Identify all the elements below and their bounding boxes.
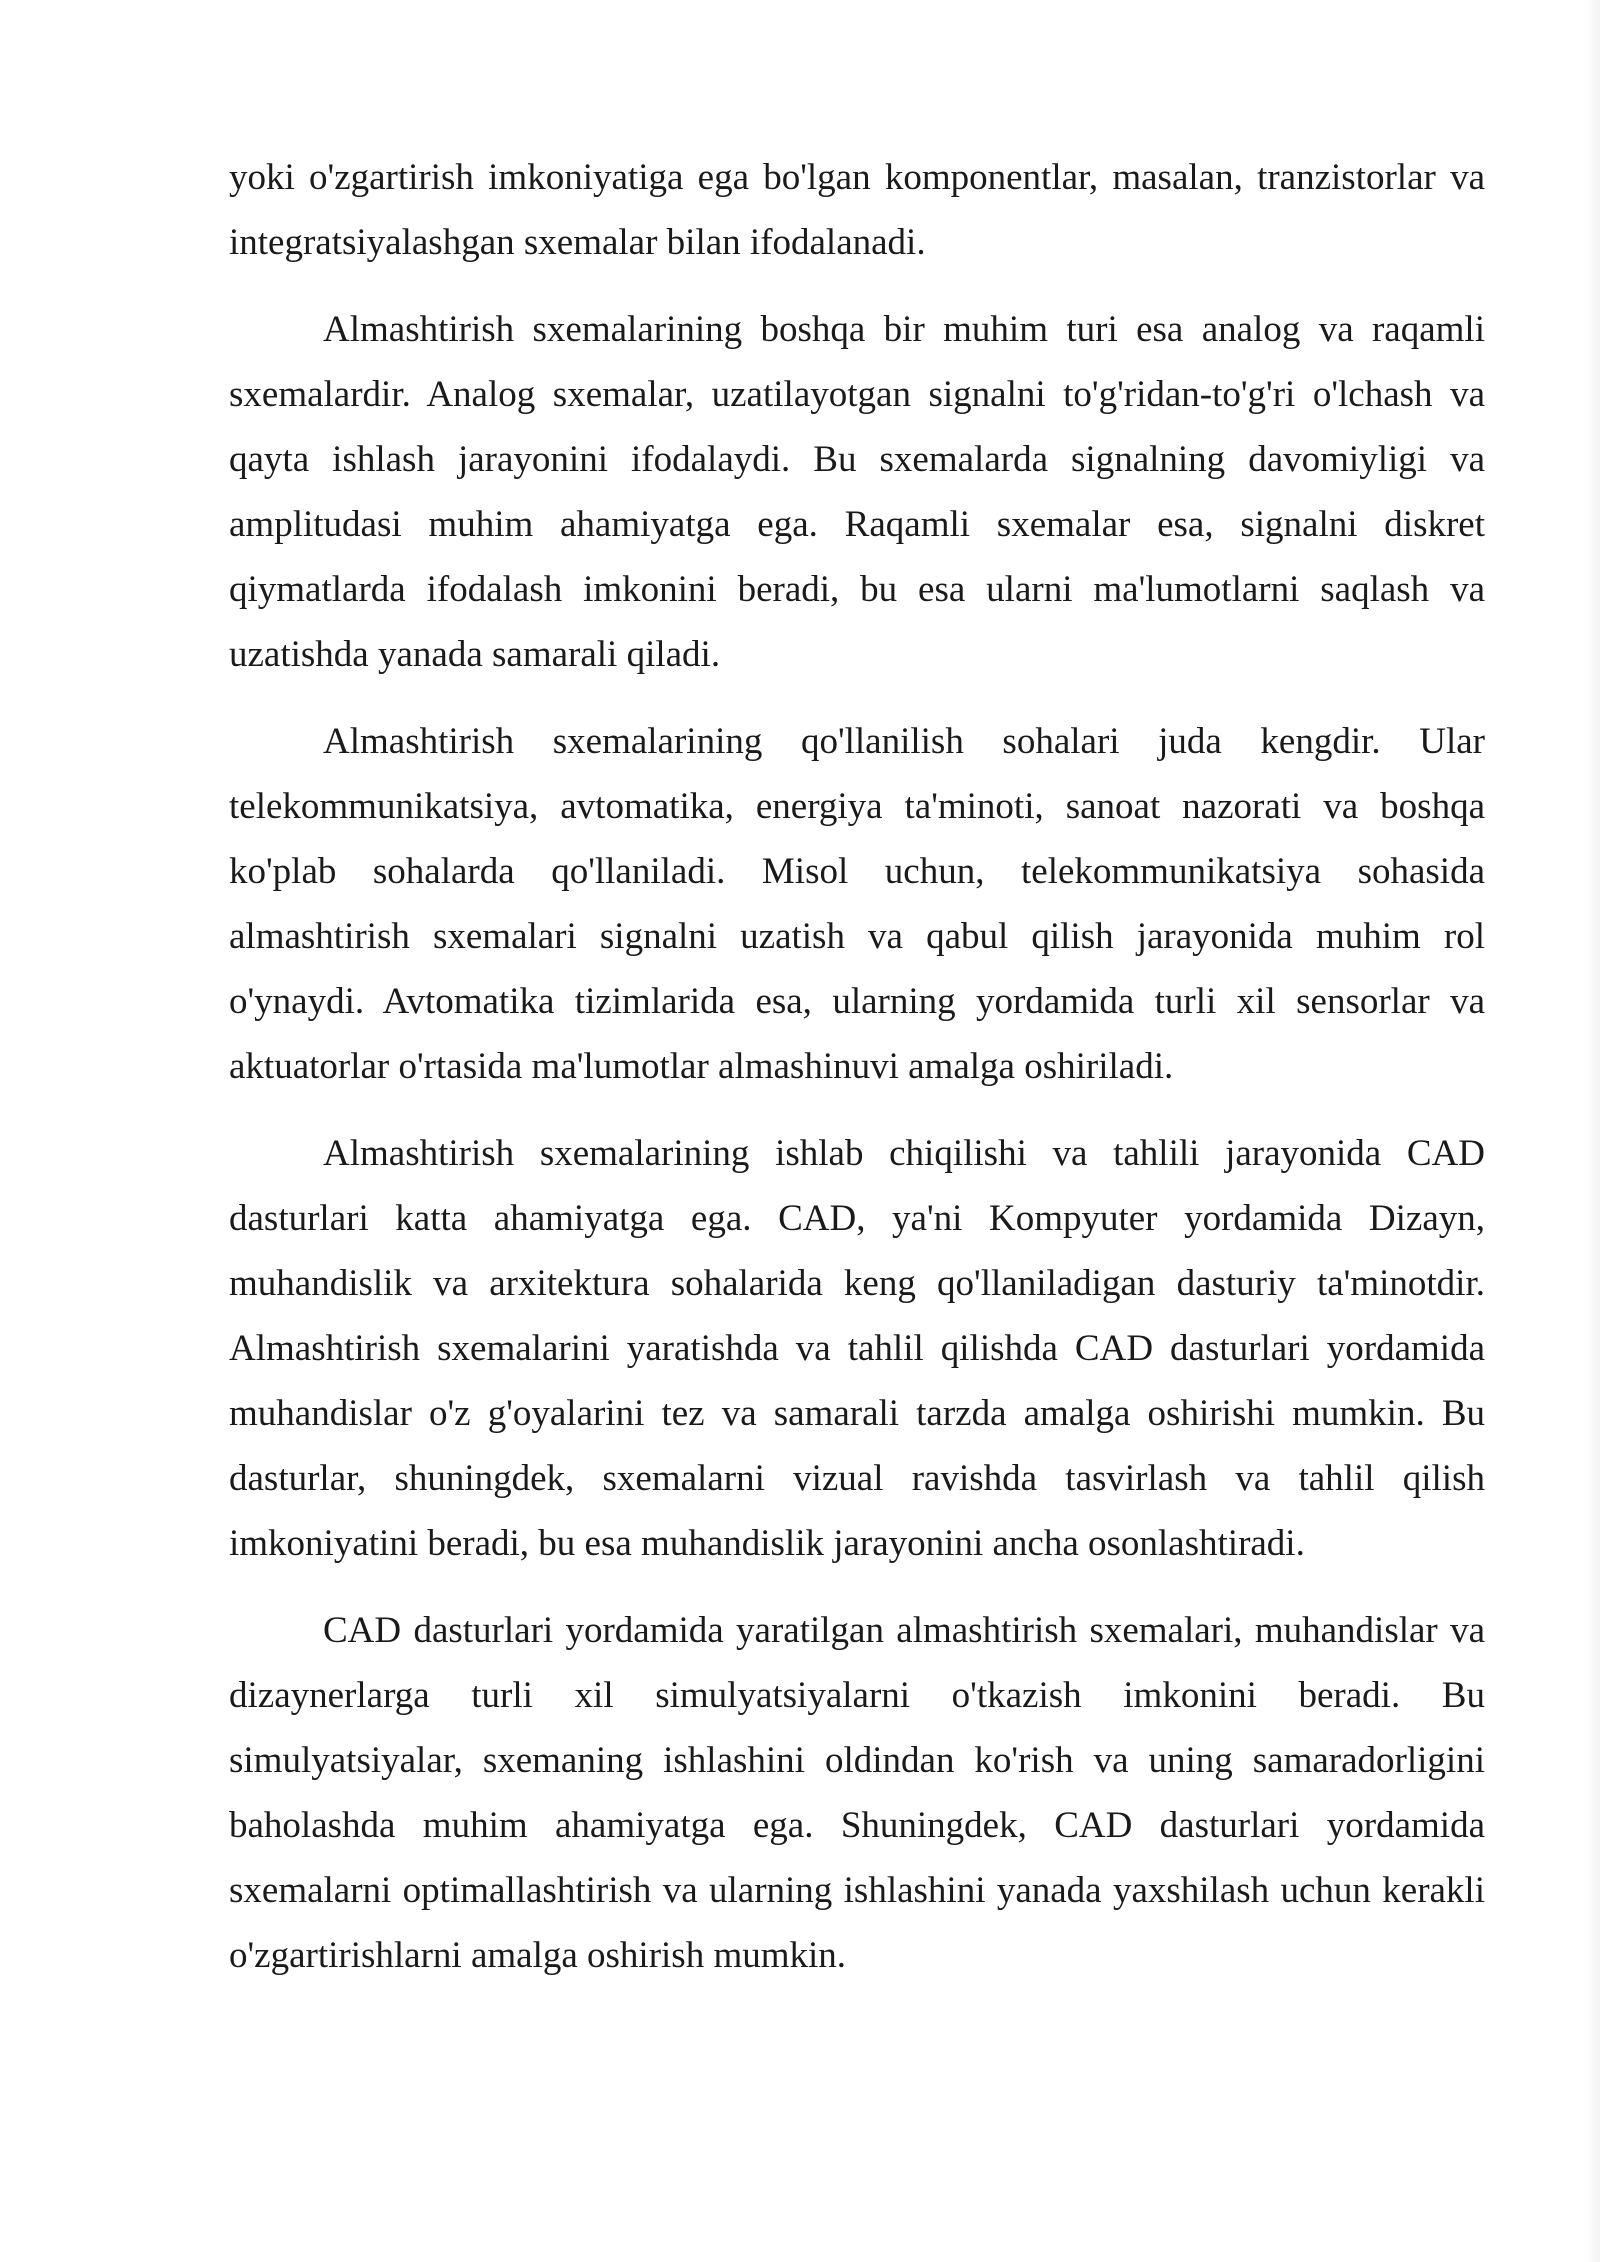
- paragraph-application-areas: Almashtirish sxemalarining qo'llanilish sohalari juda kengdir. Ular telekommunikatsiya, avtomatika, energiya ta'minoti, sanoat nazorati va boshqa ko'plab sohalarda qo'llaniladi. Misol uchun, telekommunikatsiya sohasida almashtirish sxemalari signalni uzatish va qabul qilish jarayonida muhim rol o'ynaydi. Avtomatika tizimlarida esa, ularning yordamida turli xil sensorlar va aktuatorlar o'rtasida ma'lumotlar almashinuvi amalga oshiriladi.: [229, 721, 1485, 1087]
- page-edge-shadow: [1586, 0, 1600, 2262]
- paragraph-cad-design: Almashtirish sxemalarining ishlab chiqilishi va tahlili jarayonida CAD dasturlari katta ahamiyatga ega. CAD, ya'ni Kompyuter yordamida Dizayn, muhandislik va arxitektura sohalarida keng qo'llaniladigan dasturiy ta'minotdir. Almashtirish sxemalarini yaratishda va tahlil qilishda CAD dasturlari yordamida muhandislar o'z g'oyalarini tez va samarali tarzda amalga oshirishi mumkin. Bu dasturlar, shuningdek, sxemalarni vizual ravishda tasvirlash va tahlil qilish imkoniyatini beradi, bu esa muhandislik jarayonini ancha osonlashtiradi.: [229, 1133, 1485, 1564]
- document-body: [229, 145, 1485, 2010]
- paragraph-continuation: yoki o'zgartirish imkoniyatiga ega bo'lgan komponentlar, masalan, tranzistorlar va integratsiyalashgan sxemalar bilan ifodalanadi.: [229, 157, 1485, 263]
- paragraph-analog-digital: Almashtirish sxemalarining boshqa bir muhim turi esa analog va raqamli sxemalardir. Analog sxemalar, uzatilayotgan signalni to'g'ridan-to'g'ri o'lchash va qayta ishlash jarayonini ifodalaydi. Bu sxemalarda signalning davomiyligi va amplitudasi muhim ahamiyatga ega. Raqamli sxemalar esa, signalni diskret qiymatlarda ifodalash imkonini beradi, bu esa ularni ma'lumotlarni saqlash va uzatishda yanada samarali qiladi.: [229, 309, 1485, 675]
- paragraph-cad-simulation: CAD dasturlari yordamida yaratilgan almashtirish sxemalari, muhandislar va dizaynerlarga turli xil simulyatsiyalarni o'tkazish imkonini beradi. Bu simulyatsiyalar, sxemaning ishlashini oldindan ko'rish va uning samaradorligini baholashda muhim ahamiyatga ega. Shuningdek, CAD dasturlari yordamida sxemalarni optimallashtirish va ularning ishlashini yanada yaxshilash uchun kerakli o'zgartirishlarni amalga oshirish mumkin.: [229, 1610, 1485, 1976]
